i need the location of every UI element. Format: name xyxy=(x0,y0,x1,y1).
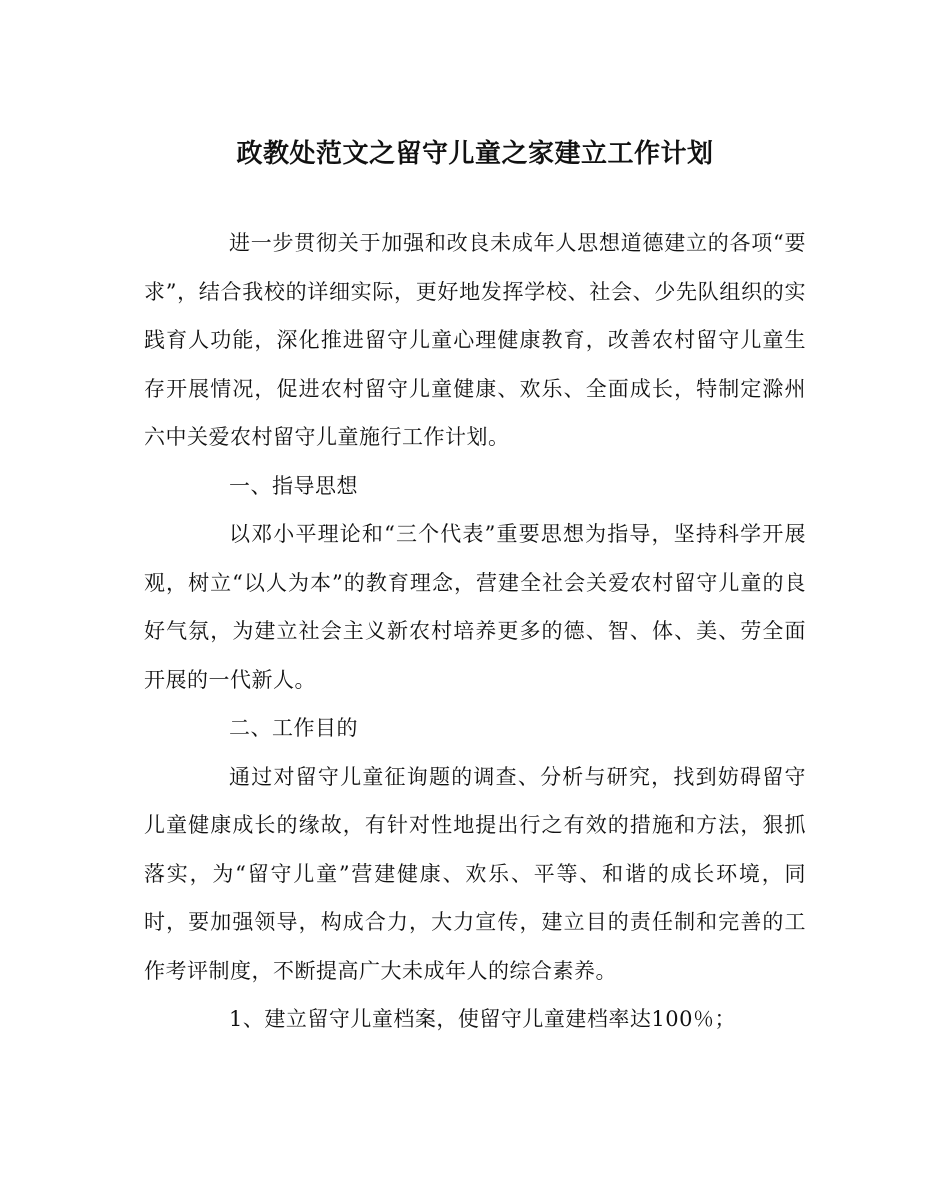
paragraph-work-goal: 通过对留守儿童征询题的调查、分析与研究，找到妨碍留守儿童健康成长的缘故，有针对性地提出行之有效的措施和方法，狠抓落实，为“留守儿童”营建健康、欢乐、平等、和谐的成长环境，同时，要加强领导，构成合力，大力宣传，建立目的责任制和完善的工作考评制度，不断提高广大未成年人的综合素养。 xyxy=(144,764,806,983)
paragraph-intro: 进一步贯彻关于加强和改良未成年人思想道德建立的各项“要求”，结合我校的详细实际，更好地发挥学校、社会、少先队组织的实践育人功能，深化推进留守儿童心理健康教育，改善农村留守儿童生存开展情况，促进农村留守儿童健康、欢乐、全面成长，特制定滁州六中关爱农村留守儿童施行工作计划。 xyxy=(144,231,806,449)
document-title: 政教处范文之留守儿童之家建立工作计划 xyxy=(236,139,714,169)
list-item-archive: 1、建立留守儿童档案，使留守儿童建档率达100％； xyxy=(229,1007,736,1031)
section-heading-work-goal: 二、工作目的 xyxy=(229,716,358,740)
section-heading-guiding-thought: 一、指导思想 xyxy=(229,473,358,498)
paragraph-guiding-thought: 以邓小平理论和“三个代表”重要思想为指导，坚持科学开展观，树立“以人为本”的教育理念，营建全社会关爱农村留守儿童的良好气氛，为建立社会主义新农村培养更多的德、智、体、美、劳全面开展的一代新人。 xyxy=(144,522,806,692)
document-body xyxy=(144,219,806,1044)
